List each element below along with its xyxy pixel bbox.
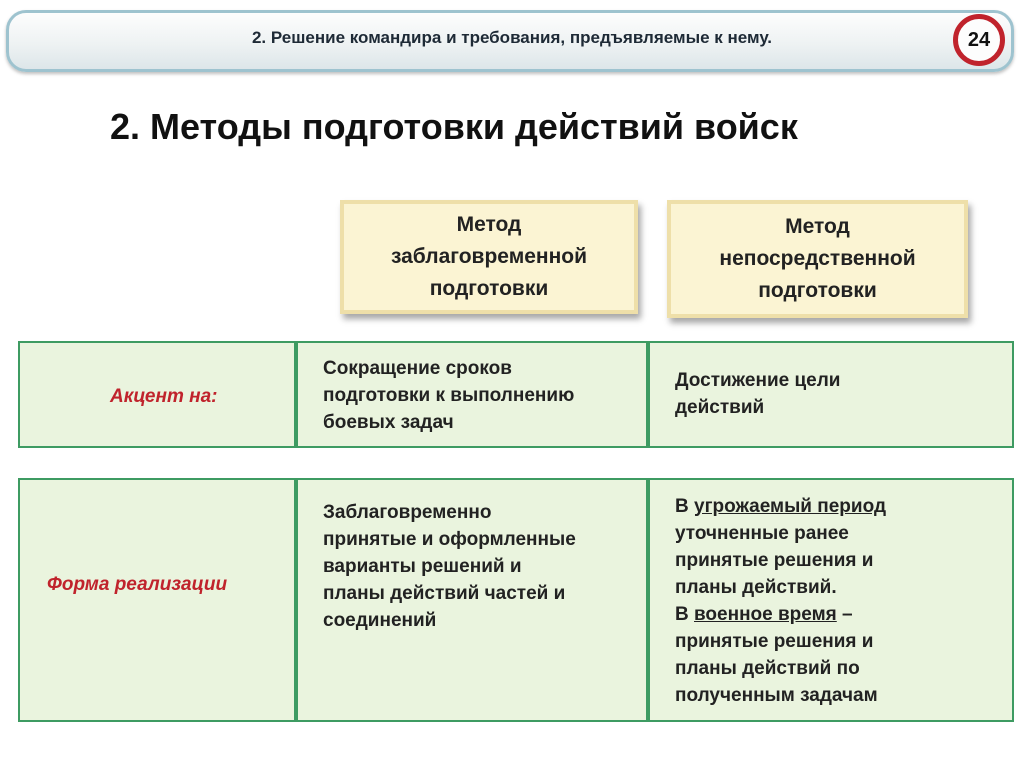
method-direct-line-1: Метод [785,215,850,238]
cell-line: полученным задачам [675,685,878,706]
cell-line: Заблаговременно [323,502,492,523]
slide-title: 2. Методы подготовки действий войск [110,106,798,147]
row-label-accent: Акцент на: [110,386,218,407]
page-number-badge: 24 [953,14,1005,66]
method-direct-line-3: подготовки [758,279,877,302]
cell-line: подготовки к выполнению [323,385,575,406]
method-advance-line-2: заблаговременной [390,245,588,268]
cell-line: соединений [323,610,437,631]
cell-line: принятые решения и [675,631,874,652]
cell-line [675,601,886,628]
cell-line: принятые решения и [675,550,874,571]
cell-implementation-direct [675,493,886,709]
method-advance-line-3: подготовки [429,277,549,300]
prefix: В [675,496,694,517]
cell-line: принятые и оформленные [323,529,576,550]
cell-implementation-advance [323,499,576,634]
suffix: – [836,604,853,625]
cell-line: Достижение цели [675,370,841,391]
prefix: В [675,604,694,625]
underlined-term: военное время [694,604,837,625]
column-divider [294,478,298,722]
header-title: 2. Решение командира и требования, предъявляемые к нему. [251,28,773,47]
cell-line: планы действий по [675,658,860,679]
cell-line: планы действий частей и [323,583,566,604]
cell-line: планы действий. [675,577,837,598]
cell-line: варианты решений и [323,556,522,577]
cell-line: действий [675,397,765,418]
column-divider [646,478,650,722]
table-row-accent [18,341,1014,448]
method-direct-line-2: непосредственной [719,247,916,270]
method-advance-preparation-box [340,200,638,314]
underlined-term: угрожаемый период [694,496,887,517]
cell-line: уточненные ранее [675,523,849,544]
column-divider [646,341,650,448]
cell-line: боевых задач [323,412,454,433]
method-advance-line-1: Метод [456,213,522,236]
cell-accent-direct [675,367,840,421]
cell-line: Сокращение сроков [323,358,512,379]
column-divider [294,341,298,448]
table-row-implementation-form [18,478,1014,722]
method-direct-preparation-box [667,200,968,318]
cell-accent-advance [323,355,574,436]
row-label-implementation-form: Форма реализации [47,574,228,595]
cell-line [675,493,886,520]
